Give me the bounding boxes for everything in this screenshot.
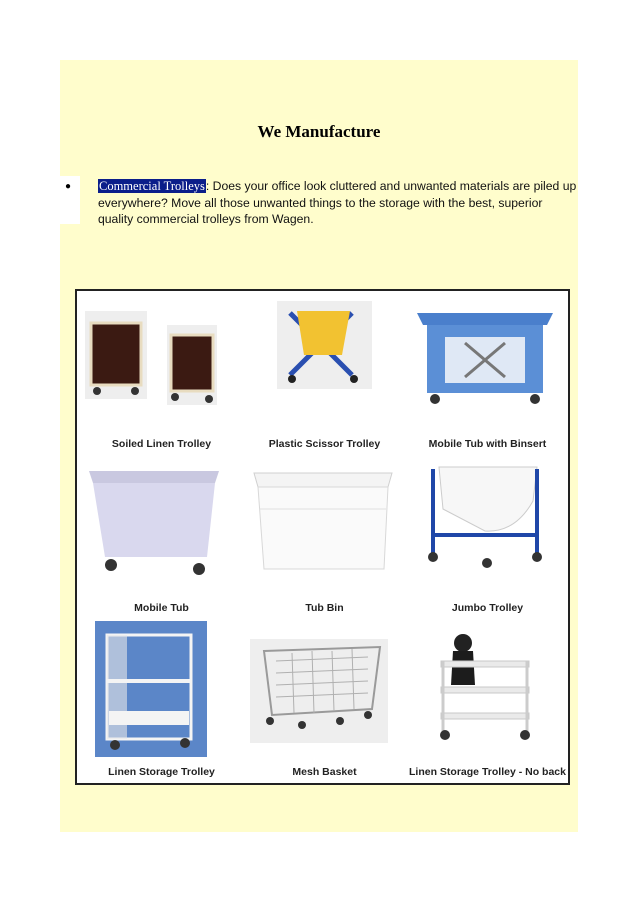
product-cell <box>242 457 407 621</box>
bullet-text: : Does your office look cluttered and unwanted materials are piled up everywhere? Move all those unwanted things to the storage with the best, superior quality commercial trolleys from Wagen. <box>98 179 577 226</box>
commercial-trolleys-link[interactable]: Commercial Trolleys <box>99 179 205 193</box>
product-cell <box>79 621 244 785</box>
product-cell <box>242 621 407 785</box>
bullet-icon: ● <box>65 181 72 192</box>
product-caption: Linen Storage Trolley <box>108 766 215 778</box>
product-caption: Soiled Linen Trolley <box>111 438 212 450</box>
mobile-tub-icon <box>79 457 244 597</box>
mobile-tub-binsert-icon <box>405 293 570 433</box>
product-caption: Mobile Tub with Binsert <box>428 438 547 450</box>
plastic-scissor-trolley-icon <box>242 293 407 433</box>
product-caption: Jumbo Trolley <box>451 602 524 614</box>
product-caption: Plastic Scissor Trolley <box>268 438 381 450</box>
jumbo-trolley-icon <box>405 457 570 597</box>
tub-bin-icon <box>242 457 407 597</box>
product-cell <box>405 457 570 621</box>
page-title: We Manufacture <box>257 122 381 141</box>
product-caption: Mobile Tub <box>134 602 189 614</box>
mesh-basket-icon <box>242 621 407 761</box>
product-caption: Mesh Basket <box>292 766 357 778</box>
product-caption: Tub Bin <box>305 602 344 614</box>
product-image-grid <box>75 289 570 785</box>
product-cell <box>242 293 407 457</box>
soiled-linen-trolley-icon <box>79 293 244 433</box>
product-cell <box>405 293 570 457</box>
product-cell <box>405 621 570 785</box>
linen-storage-trolley-icon <box>79 621 244 761</box>
product-caption: Linen Storage Trolley - No back <box>409 766 566 778</box>
product-cell <box>79 457 244 621</box>
bullet-paragraph <box>98 178 578 228</box>
linen-storage-trolley-no-back-icon <box>405 621 570 761</box>
product-cell <box>79 293 244 457</box>
